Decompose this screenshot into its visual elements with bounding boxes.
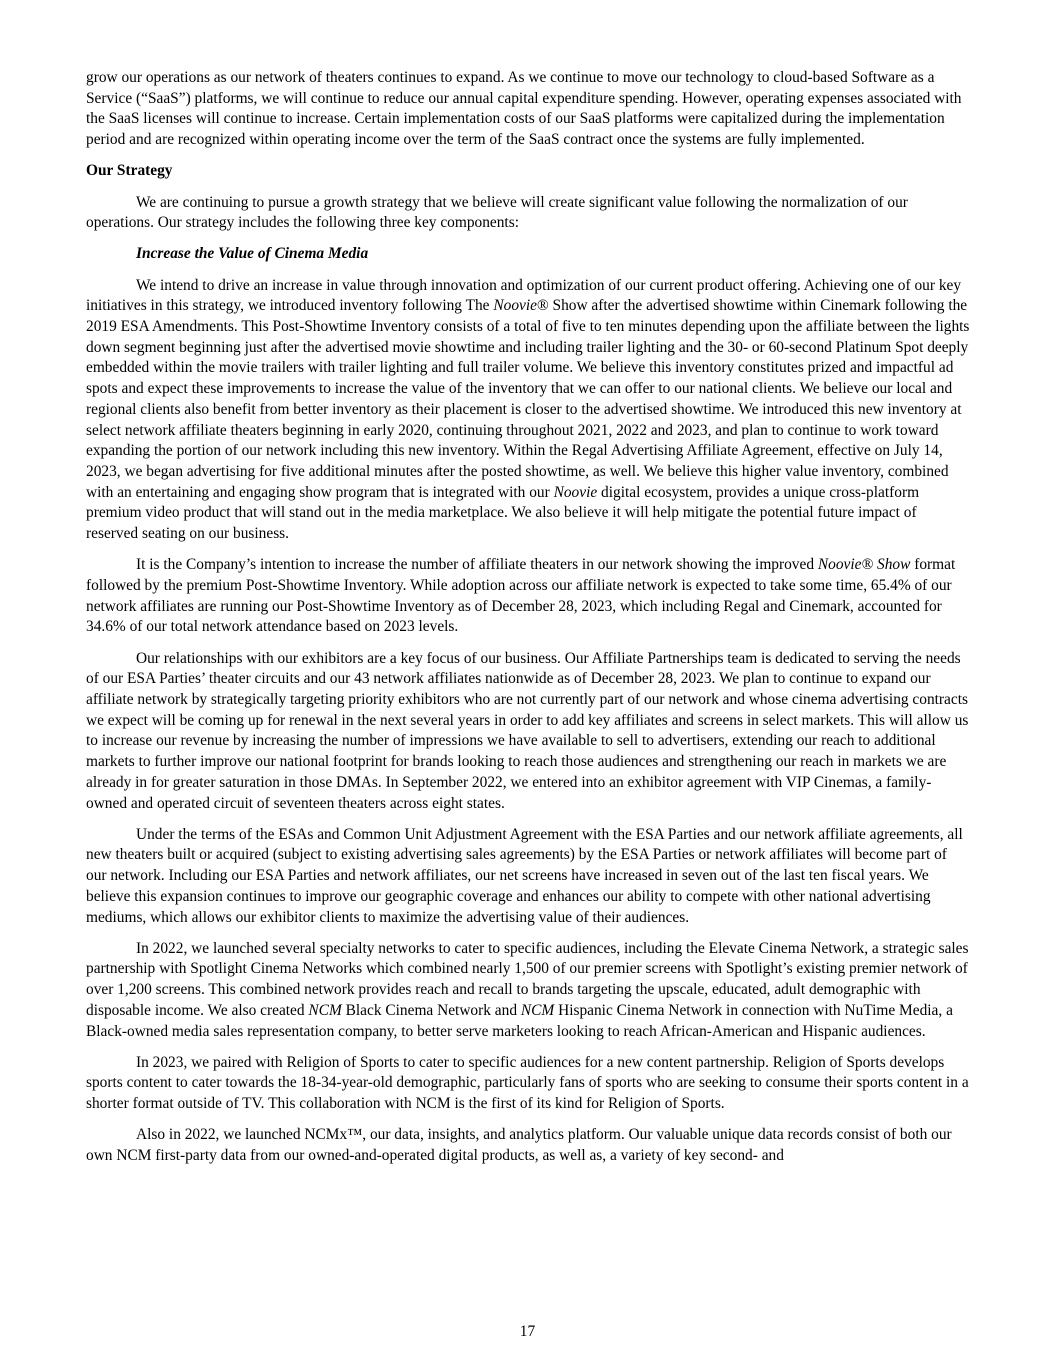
italic-segment: Noovie® Show <box>817 556 911 574</box>
text-segment: format followed by the premium Post-Showtime Inventory. While adoption across our affiliate network is expected to take some time, 65.4% of our network affiliates are running our Post-Showtime Inventory as of December 28, 2023, which including Regal and Cinemark, accounted for 34.6% of our total network attendance based on 2023 levels. <box>86 556 956 636</box>
text-segment: grow our operations as our network of theaters continues to expand. As we continue to move our technology to cloud-based Software as a Service (“SaaS”) platforms, we will continue to reduce our annual capital expenditure spending. However, operating expenses associated with the SaaS licenses will continue to increase. Certain implementation costs of our SaaS platforms were capitalized during the implementation period and are recognized within operating income over the term of the SaaS contract once the systems are fully implemented. <box>86 69 962 149</box>
body-paragraph-affiliate-theaters <box>86 555 970 638</box>
body-paragraph-religion-of-sports <box>86 1053 970 1115</box>
text-segment: Our relationships with our exhibitors are a key focus of our business. Our Affiliate Partnerships team is dedicated to serving the needs of our ESA Parties’ theater circuits and our 43 network affiliates nationwide as of December 28, 2023. We plan to continue to expand our affiliate network by strategically targeting priority exhibitors who are not currently part of our network and whose cinema advertising contracts we expect will be coming up for renewal in the next several years in order to add key affiliates and screens in select markets. This will allow us to increase our revenue by increasing the number of impressions we have available to sell to advertisers, extending our reach to additional markets to further improve our national footprint for brands looking to reach those audiences and strengthening our reach in markets we are already in for greater saturation in those DMAs. In September 2022, we entered into an exhibitor agreement with VIP Cinemas, a family-owned and operated circuit of seventeen theaters across eight states. <box>86 649 969 812</box>
body-paragraph-specialty-networks <box>86 939 970 1043</box>
page-number: 17 <box>519 1323 536 1340</box>
italic-segment: NCM <box>520 1001 555 1019</box>
text-segment: Under the terms of the ESAs and Common Unit Adjustment Agreement with the ESA Parties and our network affiliate agreements, all new theaters built or acquired (subject to existing advertising sales agreements) by the ESA Parties or network affiliates will become part of our network. Including our ESA Parties and network affiliates, our net screens have increased in seven out of the last ten fiscal years. We believe this expansion continues to improve our geographic coverage and enhances our ability to compete with other national advertising mediums, which allows our exhibitor clients to maximize the advertising value of their audiences. <box>86 825 963 926</box>
text-segment: Black Cinema Network and <box>341 1001 521 1019</box>
text-segment: In 2022, we launched several specialty networks to cater to specific audiences, including the Elevate Cinema Network, a strategic sales partnership with Spotlight Cinema Networks which combined nearly 1,500 of our premier screens with Spotlight’s existing premier network of over 1,200 screens. This combined network provides reach and recall to brands targeting the upscale, educated, adult demographic with disposable income. We also created <box>86 939 969 1019</box>
body-paragraph-exhibitors <box>86 649 970 815</box>
text-segment: We intend to drive an increase in value through innovation and optimization of our current product offering. Achieving one of our key initiatives in this strategy, we introduced inventory following The <box>86 276 962 315</box>
text-segment: Also in 2022, we launched NCMx™, our data, insights, and analytics platform. Our valuable unique data records consist of both our own NCM first-party data from our owned-and-operated digital products, as well as, a variety of key second- and <box>86 1126 952 1165</box>
italic-segment: Noovie <box>493 297 537 315</box>
subsection-heading: Increase the Value of Cinema Media <box>136 245 369 263</box>
italic-segment: Noovie <box>553 483 598 501</box>
text-segment: Hispanic Cinema Network in connection with NuTime Media, a Black-owned media sales representation company, to better serve marketers looking to reach African-American and Hispanic audiences. <box>86 1001 953 1040</box>
text-segment: ® Show after the advertised showtime within Cinemark following the 2019 ESA Amendments. This Post-Showtime Inventory consists of a total of five to ten minutes depending upon the affiliate between the lights down segment beginning just after the advertised movie showtime and including trailer lighting and the 30- or 60-second Platinum Spot deeply embedded within the movie trailers with trailer lighting and full trailer volume. We believe this inventory constitutes prized and impactful ad spots and expect these improvements to increase the value of the inventory that we can offer to our national clients. We believe our local and regional clients also benefit from better inventory as their placement is closer to the advertised showtime. We introduced this new inventory at select network affiliate theaters beginning in early 2020, continuing throughout 2021, 2022 and 2023, and plan to continue to work toward expanding the portion of our network including this new inventory. Within the Regal Advertising Affiliate Agreement, effective on July 14, 2023, we began advertising for five additional minutes after the posted showtime, as well. We believe this higher value inventory, combined with an entertaining and engaging show program that is integrated with our <box>86 297 970 501</box>
text-segment: In 2023, we paired with Religion of Sports to cater to specific audiences for a new content partnership. Religion of Sports develops sports content to cater towards the 18-34-year-old demographic, particularly fans of sports who are seeking to consume their sports content in a shorter format outside of TV. This collaboration with NCM is the first of its kind for Religion of Sports. <box>86 1053 969 1113</box>
body-paragraph-inventory <box>86 276 970 545</box>
text-segment: It is the Company’s intention to increase the number of affiliate theaters in our network showing the improved <box>136 556 818 574</box>
text-segment: digital ecosystem, provides a unique cross-platform premium video product that will stand out in the media marketplace. We also believe it will help mitigate the potential future impact of reserved seating on our business. <box>86 483 920 543</box>
body-paragraph-esa-terms <box>86 825 970 929</box>
body-paragraph-ncmx <box>86 1125 970 1166</box>
strategy-intro-paragraph: We are continuing to pursue a growth strategy that we believe will create significant value following the normalization of our operations. Our strategy includes the following three key components: <box>86 193 908 232</box>
intro-paragraph <box>86 68 970 151</box>
section-heading: Our Strategy <box>86 162 173 180</box>
italic-segment: NCM <box>308 1001 342 1019</box>
